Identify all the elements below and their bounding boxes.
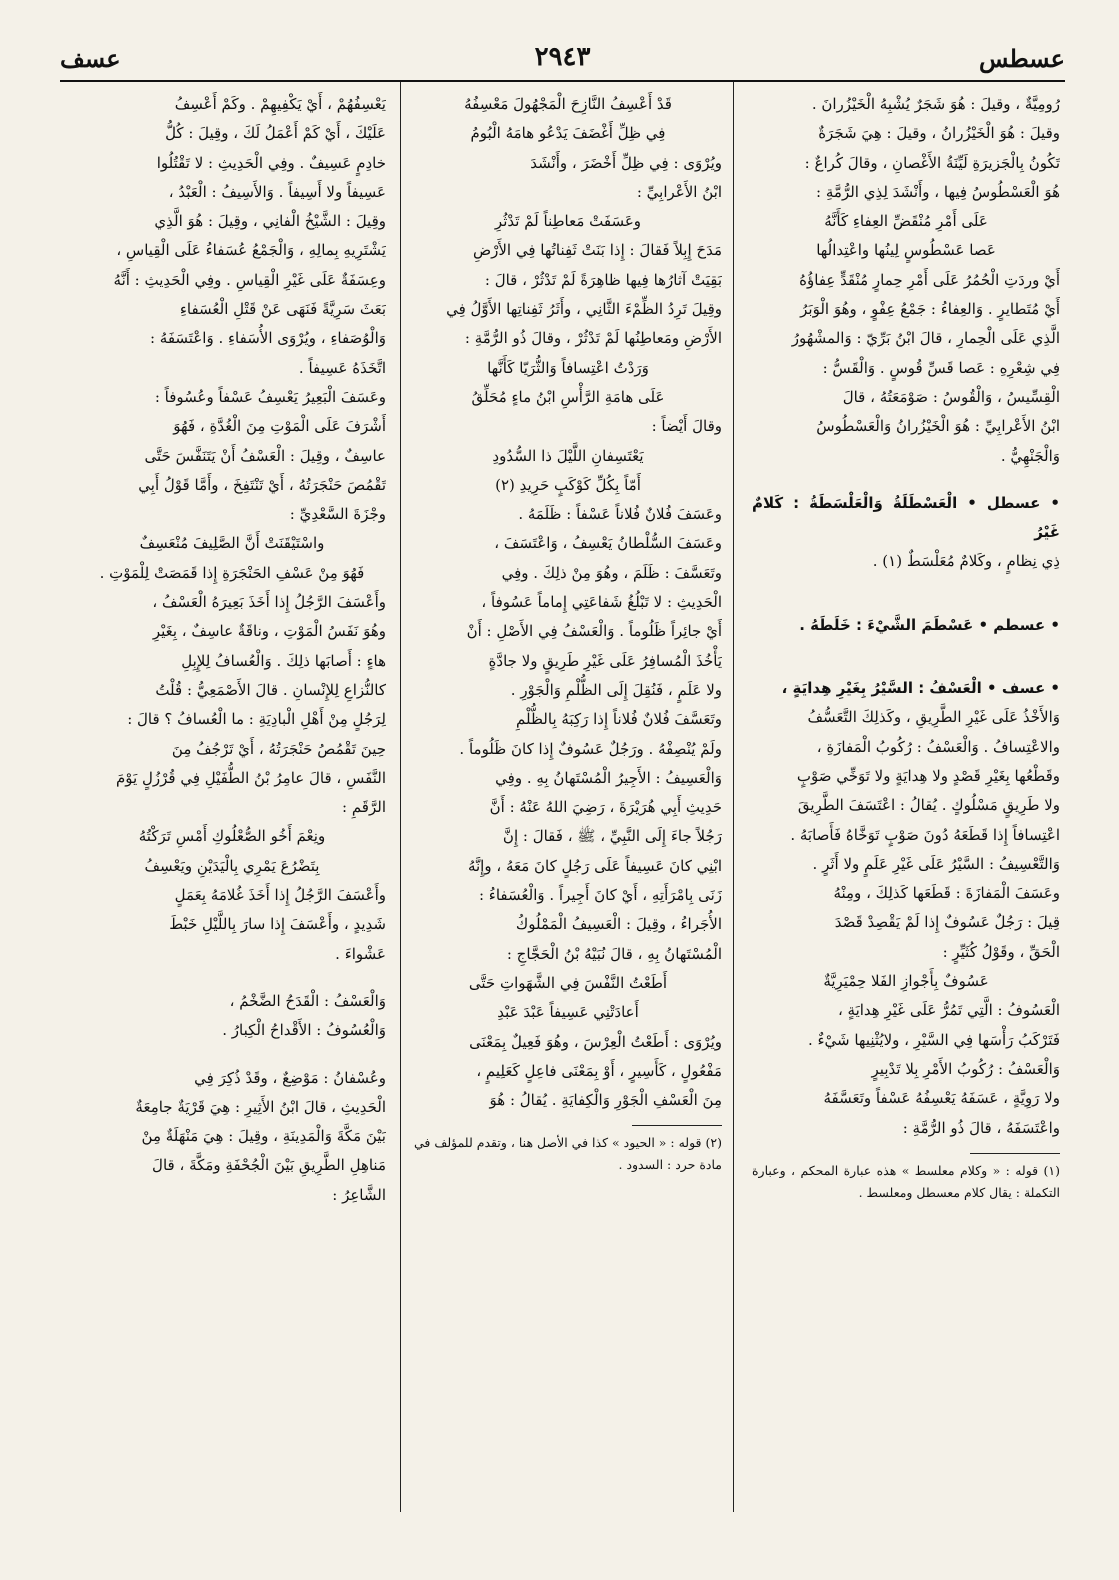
text-line: وقِيلَ : الشَّيْخُ الْفانِي ، وقِيلَ : هُوَ الَّذِي — [154, 212, 386, 231]
column-left — [78, 90, 386, 1540]
text-line: ولا رَوِيَّةٍ ، عَسَفَهُ يَعْسِفُهُ عَسْفاً وتَعَسَّفَهُ — [823, 1089, 1060, 1108]
text-line: وهُوَ نَفَسُ الْمَوْتِ ، وناقَةٌ عاسِفٌ ، بِغَيْرِ — [152, 622, 386, 641]
text-line: وَالْعَسْفُ : رُكُوبُ الأَمْرِ بِلا تَدْبِيرٍ — [871, 1059, 1060, 1078]
text-line: اعْتِسافاً إِذا قَطَعَهُ دُونَ صَوْبٍ تَوَخَّاهُ فَأَصابَهُ . — [790, 825, 1060, 844]
text-line: وجْزَةَ السَّعْدِيِّ : — [289, 505, 386, 524]
text-line: الَّذِي عَلَى الْحِمارِ ، قالَ ابْنُ بَرِّيّ : وَالمشْهُورُ — [791, 329, 1060, 348]
text-line: وعَسَفَ السُّلْطانُ يَعْسِفُ ، وَاعْتَسَفَ ، — [494, 534, 722, 553]
text-line: تَقْمُصَ حَنْجَرَتُهُ ، أَيْ تَنْتَفِخَ ، وأَمَّا قَوْلُ أَبِي — [138, 475, 386, 494]
text-line: ولا عَلَمٍ ، فَنُقِلَ إِلَى الظُّلْمِ وَالْجَوْرِ . — [510, 680, 722, 699]
text-line: وعَسَفَ الْمَفازَةَ : قَطَعَها كَذلِكَ ، ومِنْهُ — [833, 884, 1060, 903]
text-line: اتَّخَذَهُ عَسِيفاً . — [298, 358, 386, 377]
text-line: مِنَ الْعَسْفِ الْجَوْرِ وَالْكِفايَةِ . يُقالُ : هُوَ — [489, 1091, 722, 1110]
text-line: وَالْعَسِيفُ : الأَجِيرُ الْمُسْتَهانُ بِهِ . وفِي — [495, 768, 722, 787]
verse-line: وعَسَفَتْ مَعاطِناً لَمْ تَدْثُرِ — [494, 212, 642, 231]
text-line: واعْتَسَفَهُ ، قالَ ذُو الرُّمَّةِ : — [902, 1118, 1060, 1137]
text-line: ذِي نِظامٍ ، وكَلامٌ مُعَلْسَطٌ (١) . — [872, 552, 1060, 571]
text-line: عاسِفٌ ، وقِيلَ : الْعَسْفُ أَنْ يَتَنَفَّسَ حَتَّى — [144, 446, 386, 465]
text-line: لِرَجُلٍ مِنْ أَهْلِ الْبادِيَةِ : ما الْعُسافُ ؟ قالَ : — [127, 710, 386, 729]
text-line: الْعَسُوفُ : الَّتِي تَمُرُّ عَلَى غَيْرِ هِدايَةٍ ، — [837, 1001, 1060, 1020]
text-line: أَشْرَفَ عَلَى الْمَوْتِ مِنَ الْغُدَّةِ ، فَهُوَ — [173, 417, 386, 436]
text-line: وقَطْعُها بِغَيْرِ قَصْدٍ ولا هِدايَةٍ ولا تَوَخِّي صَوْبٍ — [796, 766, 1060, 785]
entry-heading-asatal: • عسطل • الْعَسْطَلَةُ وَالْعَلْسَطَةُ : كَلامٌ غَيْرُ — [752, 493, 1060, 542]
text-line: زَنَى بِامْرَأَتِهِ ، أَيْ كانَ أَجِيراً . وَالْعُسَفاءُ : — [478, 886, 722, 905]
text-line: هاءٍ : أَصابَها ذلِكَ . وَالْعُسافُ لِلإِبِلِ — [181, 651, 386, 670]
text-line: عَلَيْكَ ، أَيْ كَمْ أَعْمَلُ لَكَ ، وقِيلَ : كُلُّ — [165, 124, 386, 143]
text-line: خادِمٍ عَسِيفٌ . وفِي الْحَدِيثِ : لا تَقْتُلُوا — [156, 153, 386, 172]
column-right — [752, 90, 1060, 1540]
text-line: بَقِيَتْ آثارُها فِيها ظاهِرَةً لَمْ تَدْثُرْ ، قالَ : — [484, 270, 722, 289]
verse-line: وَرَدْتُ اعْتِسافاً وَالثُّرَيّا كَأَنَّها — [487, 358, 649, 377]
text-line: شَدِيدٍ ، وأَعْسَفَ إِذا سارَ بِاللَّيْلِ خَبْطَ — [169, 915, 386, 934]
text-line: وَالْعُسُوفُ : الأَقْداحُ الْكِبارُ . — [222, 1021, 386, 1040]
verse-line: أَمّاً بِكُلِّ كَوْكَبٍ حَرِيدِ (٢) — [495, 475, 641, 494]
text-line: أَيْ جائِراً ظَلُوماً . وَالْعَسْفُ فِي الأَصْلِ : أَنْ — [466, 622, 722, 641]
text-line: تَكُونُ بِالْجَزيرَةِ لَيِّنَةُ الأَغْصانِ ، وقالَ كُراعٌ : — [804, 153, 1060, 172]
text-line: وعُسْفانُ : مَوْضِعٌ ، وقَدْ ذُكِرَ فِي — [194, 1068, 386, 1087]
text-line: مَناهِلِ الطَّرِيقِ بَيْنَ الْجُحْفَةِ ومَكَّةَ ، قالَ — [152, 1156, 386, 1175]
text-line: فِي شِعْرِهِ : عَصا قَسِّ قُوسٍ . وَالْقَسُّ : — [822, 358, 1060, 377]
verse-line: فِي ظِلِّ أَغْضَفَ يَدْعُو هامَهُ الْبُومُ — [470, 124, 666, 143]
verse-line: ونِعْمَ أَخُو الصُّعْلُوكِ أَمْسِ تَرَكْتُهُ — [138, 827, 326, 846]
verse-line: عَصا عَسْطُوسٍ لِينُها واعْتِدالُها — [816, 241, 996, 260]
text-line: قِيلَ : رَجُلٌ عَسُوفٌ إِذا لَمْ يَقْصِدْ قَصْدَ — [834, 913, 1060, 932]
text-line: وَالأَخْذُ عَلَى غَيْرِ الطَّرِيقِ ، وكَذلِكَ التَّعَسُّفُ — [807, 708, 1060, 727]
text-line: الشَّاعِرُ : — [332, 1185, 386, 1204]
text-line: وتَعَسَّفَ : ظَلَمَ ، وهُوَ مِنْ ذلِكَ . وفِي — [501, 563, 722, 582]
text-line: الْقِسِّيسُ ، وَالْقُوسُ : صَوْمَعَتُهُ ، قالَ — [842, 387, 1060, 406]
text-line: ولَمْ يُنْصِفْهُ . ورَجُلٌ عَسُوفٌ إِذا كانَ ظَلُوماً . — [459, 739, 722, 758]
footnote-rule — [632, 1125, 722, 1126]
text-line: ويُرْوَى : أَطَعْتُ الْعِرْسَ ، وهُوَ فَعِيلٌ بِمَعْنَى — [469, 1032, 722, 1051]
text-line: الْحَدِيثِ : لا تَبْلُغُ شَفاعَتِي إِماماً عَسُوفاً ، — [481, 593, 722, 612]
text-line: وتَعَسَّفَ فُلانٌ فُلاناً إِذا رَكِبَهُ بِالظُّلْمِ — [516, 710, 722, 729]
text-line: رَجُلاً جاءَ إِلَى النَّبِيِّ ، ﷺ ، فَقالَ : إِنَّ — [502, 827, 722, 846]
text-line: الأُجَراءُ ، وقِيلَ : الْعَسِيفُ الْمَمْلُوكُ — [515, 915, 722, 934]
footnote: (٢) قوله : « الحيود » كذا في الأصل هنا ، وتقدم للمؤلف في مادة حرد : السدود . — [414, 1135, 722, 1173]
text-line: الْحَقِّ ، وقَوْلُ كُثَيِّرٍ : — [942, 942, 1060, 961]
verse-line: أَطَعْتُ النَّفْسَ فِي الشَّهَواتِ حَتَّى — [468, 973, 668, 992]
text-line: النَّفَسِ ، قالَ عامِرُ بْنُ الطُّفَيْلِ فِي قُرْزُلٍ يَوْمَ — [115, 768, 386, 787]
text-line: الرَّقَمِ : — [342, 798, 386, 817]
verse-line: عَلَى أَمْرِ مُنْقَضِّ العِفاءِ كَأَنَّهُ — [824, 212, 988, 231]
text-line: بَعَثَ سَرِيَّةً فَنَهَى عَنْ قَتْلِ الْعُسَفاءِ — [179, 300, 386, 319]
verse-line: أَعادَتْنِي عَسِيفاً عَبْدَ عَبْدِ — [497, 1003, 639, 1022]
column-divider-right — [733, 82, 734, 1512]
text-line: بَيْنَ مَكَّةَ وَالْمَدِينَةِ ، وقِيلَ : هِيَ مَنْهَلَةٌ مِنْ — [141, 1127, 386, 1146]
text-line: وقِيلَ تَرِدُ الظِّمْءَ الثَّانِي ، وأَثَرُ ثَفِناتِها الأَوَّلُ فِي — [446, 300, 722, 319]
text-line: عَشْواءَ . — [335, 944, 386, 963]
text-line: مَدَحَ إِبِلاً فَقالَ : إِذا بَنَتْ ثَفِناتُها فِي الأَرْضِ — [472, 241, 722, 260]
text-line: فَتَرْكَبُ رَأْسَها فِي السَّيْرِ ، ولايُثْنِيها شَيْءٌ . — [807, 1030, 1060, 1049]
header-rule — [60, 80, 1065, 82]
footnote-rule — [970, 1153, 1060, 1154]
text-line: وأَعْسَفَ الرَّجُلُ إِذا أَخَذَ بَعِيرَهُ الْعَسْفُ ، — [152, 593, 386, 612]
column-middle — [414, 90, 722, 1540]
entry-heading-asatam: • عسطم • عَسْطَمَ الشَّيْءَ : خَلَطَهُ . — [799, 615, 1060, 634]
verse-line: يَعْتَسِفانِ اللَّيْلَ ذا السُّدُودِ — [492, 446, 644, 465]
text-line: الأَرْضِ ومَعاطِنُها لَمْ تَدْثُرْ ، وقالَ ذُو الرُّمَّةِ : — [464, 329, 722, 348]
text-line: وَالْعَسْفُ : الْقَدَحُ الضَّخْمُ ، — [229, 991, 386, 1010]
footnote: (١) قوله : « وكلام معلسط » هذه عبارة المحكم ، وعبارة التكملة : يقال كلام معسطل ومعلسط . — [752, 1162, 1060, 1200]
text-line: يَشْتَرِيهِ بِمالِهِ ، وَالْجَمْعُ عُسَفاءُ عَلَى الْقِياسِ ، — [116, 241, 386, 260]
text-line: والاعْتِسافُ . وَالْعَسْفُ : رُكُوبُ الْمَفازَةِ ، — [816, 737, 1060, 756]
text-line: هُوَ الْعَسْطُوسُ فِيها ، وأَنْشَدَ لِذِي الرُّمَّةِ : — [816, 182, 1060, 201]
text-line: مَفْعُولٍ ، كَأَسِيرٍ ، أَوْ بِمَعْنَى فاعِلٍ كَعَلِيمٍ ، — [476, 1061, 722, 1080]
page-number: ٢٩٤٣ — [534, 42, 591, 72]
page-header — [60, 42, 1065, 78]
text-line: وَالْجَنْهِيُّ . — [1000, 446, 1060, 465]
text-line: حَدِيثِ أَبِي هُرَيْرَةَ ، رَضِيَ اللهُ عَنْهُ : أَنَّ — [489, 798, 722, 817]
text-line: عَسِيفاً ولا أَسِيفاً . وَالأَسِيفُ : الْعَبْدُ ، — [168, 182, 386, 201]
header-last-root: عسف — [60, 44, 121, 73]
text-line: ابْنِي كانَ عَسِيفاً عَلَى رَجُلٍ كانَ مَعَهُ ، وإِنَّهُ — [467, 856, 722, 875]
verse-line: عَسُوفٌ بِأَجْوازِ الفَلا حِمْيَرِيَّةٌ — [823, 972, 989, 991]
text-line: وعَسَفَ الْبَعِيرُ يَعْسِفُ عَسْفاً وعُسُوفاً : — [154, 387, 386, 406]
text-line: وقيلَ : هُوَ الْخَيْزُرانُ ، وقيلَ : هِيَ شَجَرَةٌ — [818, 124, 1060, 143]
text-line: أَيْ مُتَطايرٍ . وَالعِفاءُ : جَمْعُ عِفْوٍ ، وهُوَ الْوَبَرُ — [800, 300, 1060, 319]
text-line: وَالتَّعْسِيفُ : السَّيْرُ عَلَى غَيْرِ عَلَمٍ ولا أَثَرٍ . — [812, 854, 1060, 873]
header-first-root: عسطس — [978, 44, 1065, 73]
text-line: الْحَدِيثِ ، قالَ ابْنُ الأَثِيرِ : هِيَ قَرْيَةٌ جامِعَةٌ — [135, 1097, 386, 1116]
text-line: حِينَ تَقْمُصُ حَنْجَرَتُهُ ، أَيْ تَرْجُفُ مِنَ — [171, 739, 386, 758]
text-line: وَالْوُصَفاءِ ، ويُرْوَى الأُسَفاءِ . وَاعْتَسَفَهُ : — [149, 329, 386, 348]
text-line: ابْنُ الأَعْرابِيِّ : هُوَ الْخَيْزُرانُ وَالْعَسْطُوسُ — [816, 417, 1060, 436]
text-line: يَأْخُذَ الْمُسافِرُ عَلَى غَيْرِ طَرِيقٍ ولا جادَّةٍ — [488, 651, 722, 670]
text-line: ويُرْوَى : فِي ظِلِّ أَخْضَرَ ، وأَنْشَدَ — [530, 153, 722, 172]
text-line: وعِسَفَةٌ عَلَى غَيْرِ الْقِياسِ . وفِي الْحَدِيثِ : أَنَّهُ — [113, 270, 386, 289]
text-line: رُومِيَّةٌ ، وقيلَ : هُوَ شَجَرٌ يُشْبِهُ الْخَيْزُرانَ . — [811, 95, 1060, 113]
text-line: وقالَ أَيْضاً : — [651, 417, 722, 436]
verse-line: واسْتَيْقَنَتْ أَنَّ الصَّلِيفَ مُنْعَسِفٌ — [139, 534, 325, 553]
text-line: يَعْسِفُهُمْ ، أَيْ يَكْفِيهِمْ . وكَمْ أَعْسِفُ — [174, 95, 386, 113]
text-line: كالنُّزاعِ لِلإِنْسانِ . قالَ الأَصْمَعِيُّ : قُلْتُ — [155, 680, 386, 699]
text-line: وأَعْسَفَ الرَّجُلُ إِذا أَخَذَ غُلامَهُ بِعَمَلٍ — [174, 886, 386, 905]
text-line: أَيْ وردَتِ الْحُمُرُ عَلَى أَمْرِ حِمارٍ مُنْقَدٍّ عِفاؤُهُ — [799, 270, 1060, 289]
verse-line: بِتَضْرُعَ يَمْرِي بِالْيَدَيْنِ ويَعْسِفُ — [144, 856, 320, 875]
verse-line: عَلَى هامَةِ الرَّأْسِ ابْنُ ماءٍ مُحَلِّقُ — [471, 387, 665, 406]
text-line: وعَسَفَ فُلانٌ فُلاناً عَسْفاً : ظَلَمَهُ . — [518, 505, 722, 524]
verse-line: فَهُوَ مِنْ عَسْفِ الحَنْجَرَةِ إِذا قَمَصَتْ لِلْمَوْتِ . — [99, 563, 365, 582]
verse-line: قَدْ أَعْسِفُ النَّازِحَ الْمَجْهُولَ مَعْسِفُهُ — [464, 95, 672, 113]
text-line: ابْنُ الأَعْرابِيِّ : — [636, 182, 722, 201]
entry-heading-asaf: • عسف • الْعَسْفُ : السَّيْرُ بِغَيْرِ هِدايَةٍ ، — [781, 679, 1060, 698]
text-line: ولا طَرِيقٍ مَسْلُوكٍ . يُقالُ : اعْتَسَفَ الطَّرِيقَ — [797, 796, 1060, 815]
text-line: الْمُسْتَهانُ بِهِ ، قالَ نُبَيْهُ بْنُ الْحَجَّاجِ : — [506, 944, 722, 963]
column-divider-left — [400, 82, 401, 1512]
